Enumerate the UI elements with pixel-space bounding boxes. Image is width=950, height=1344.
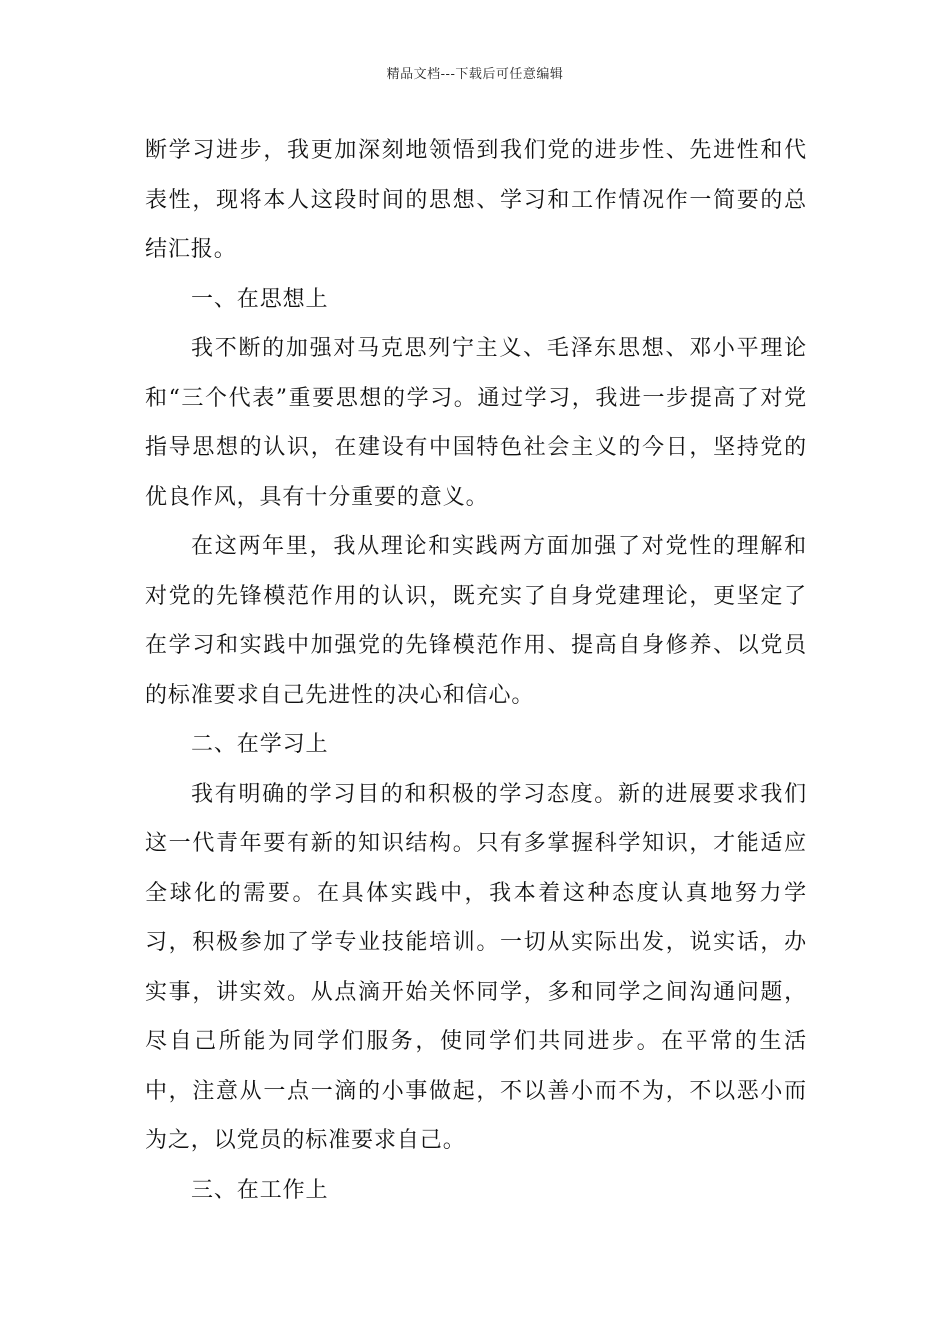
section-heading-thought: 一、在思想上 — [191, 286, 329, 312]
page-header: 精品文档---下载后可任意编辑 — [386, 67, 564, 82]
section-heading-study: 二、在学习上 — [191, 732, 329, 757]
paragraph-study: 我有明确的学习目的和积极的学习态度。新的进展要求我们这一代青年要有新的知识结构。只有多掌握科学知识，才能适应全球化的需要。在具体实践中，我本着这种态度认真地努力学习，积极参加了学专业技能培训。一切从实际出发，说实话，办实事，讲实效。从点滴开始关怀同学，多和同学之间沟通问题，尽自己所能为同学们服务，使同学们共同进步。在平常的生活中，注意从一点一滴的小事做起，不以善小而不为，不以恶小而为之，以党员的标准要求自己。 — [145, 781, 807, 1153]
section-heading-work: 三、在工作上 — [191, 1177, 329, 1203]
document-body — [145, 126, 807, 1215]
paragraph-thought-2: 在这两年里，我从理论和实践两方面加强了对党性的理解和对党的先锋模范作用的认识，既充实了自身党建理论，更坚定了在学习和实践中加强党的先锋模范作用、提高自身修养、以党员的标准要求自己先进性的决心和信心。 — [145, 534, 807, 708]
paragraph-intro-continuation: 断学习进步，我更加深刻地领悟到我们党的进步性、先进性和代表性，现将本人这段时间的思想、学习和工作情况作一简要的总结汇报。 — [145, 138, 807, 262]
paragraph-thought-1: 我不断的加强对马克思列宁主义、毛泽东思想、邓小平理论和“三个代表”重要思想的学习。通过学习，我进一步提高了对党指导思想的认识，在建设有中国特色社会主义的今日，坚持党的优良作风，具有十分重要的意义。 — [145, 336, 807, 510]
